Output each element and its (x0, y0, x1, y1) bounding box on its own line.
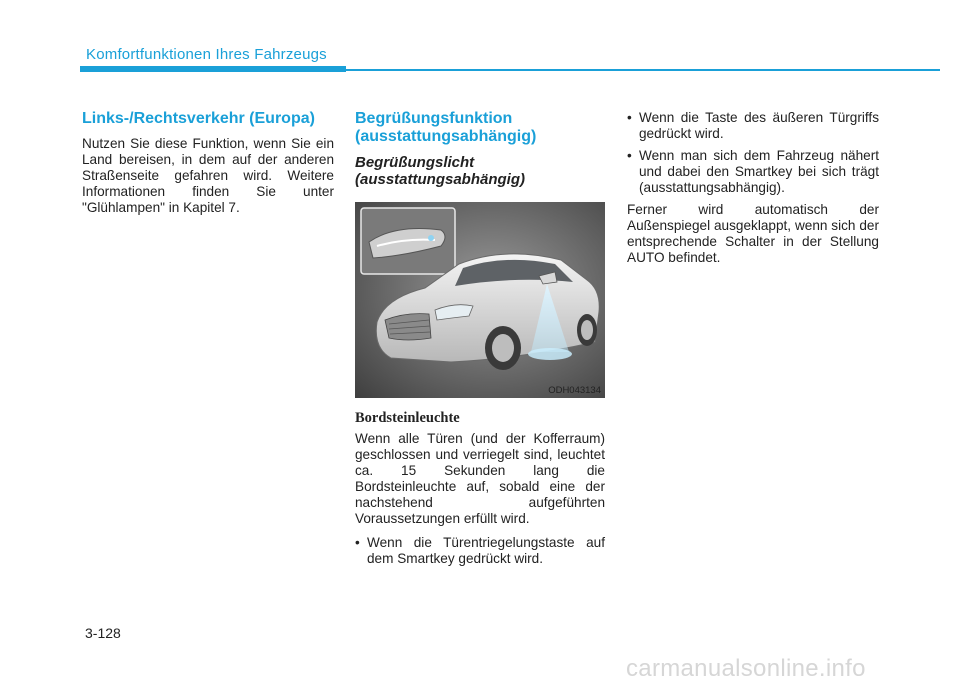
watermark: carmanualsonline.info (626, 655, 866, 682)
header-rule (346, 69, 940, 71)
column-left (82, 110, 334, 224)
paragraph-links-rechtsverkehr: Nutzen Sie diese Funktion, wenn Sie ein Land bereisen, in dem auf der anderen Straßenseite gefahren wird. Weitere Informationen finden Sie unter "Glühlampen" in Kapitel 7. (82, 136, 334, 215)
column-middle (355, 110, 605, 573)
page-number: 3-128 (85, 625, 121, 641)
car-puddle-lamp-illustration (355, 202, 605, 398)
column-right (627, 110, 879, 274)
heading-bordsteinleuchte: Bordsteinleuchte (355, 410, 460, 426)
subheading-begruessungslicht: Begrüßungslicht (ausstattungsabhängig) (355, 154, 526, 188)
bullet-text: Wenn man sich dem Fahrzeug nähert und dabei den Smartkey bei sich trägt (ausstattungsabhängig). (639, 148, 879, 195)
paragraph-aussenspiegel: Ferner wird automatisch der Außenspiegel ausgeklappt, wenn sich der entsprechende Schalter in der Stellung AUTO befindet. (627, 202, 879, 265)
bullet-dot-icon: • (627, 148, 632, 163)
bullet-dot-icon: • (355, 535, 360, 550)
bullet-dot-icon: • (627, 110, 632, 125)
heading-links-rechtsverkehr: Links-/Rechtsverkehr (Europa) (82, 110, 315, 127)
section-header-title: Komfortfunktionen Ihres Fahrzeugs (86, 46, 327, 63)
heading-begruessungsfunktion: Begrüßungsfunktion (ausstattungsabhängig) (355, 110, 537, 145)
bullet-item (627, 148, 879, 196)
header-accent-tab (80, 66, 346, 72)
car-illustration-figure (355, 202, 605, 398)
bullet-text: Wenn die Türentriegelungstaste auf dem Smartkey gedrückt wird. (367, 535, 605, 566)
figure-code: ODH043134 (548, 385, 601, 396)
bullet-item (355, 535, 605, 567)
bullet-item (627, 110, 879, 142)
paragraph-bordsteinleuchte: Wenn alle Türen (und der Kofferraum) geschlossen und verriegelt sind, leuchtet ca. 15 Sekunden lang die Bordsteinleuchte auf, sobald eine der nachstehend aufgeführten Voraussetzungen erfüllt wird. (355, 431, 605, 526)
bullet-text: Wenn die Taste des äußeren Türgriffs gedrückt wird. (639, 110, 879, 141)
